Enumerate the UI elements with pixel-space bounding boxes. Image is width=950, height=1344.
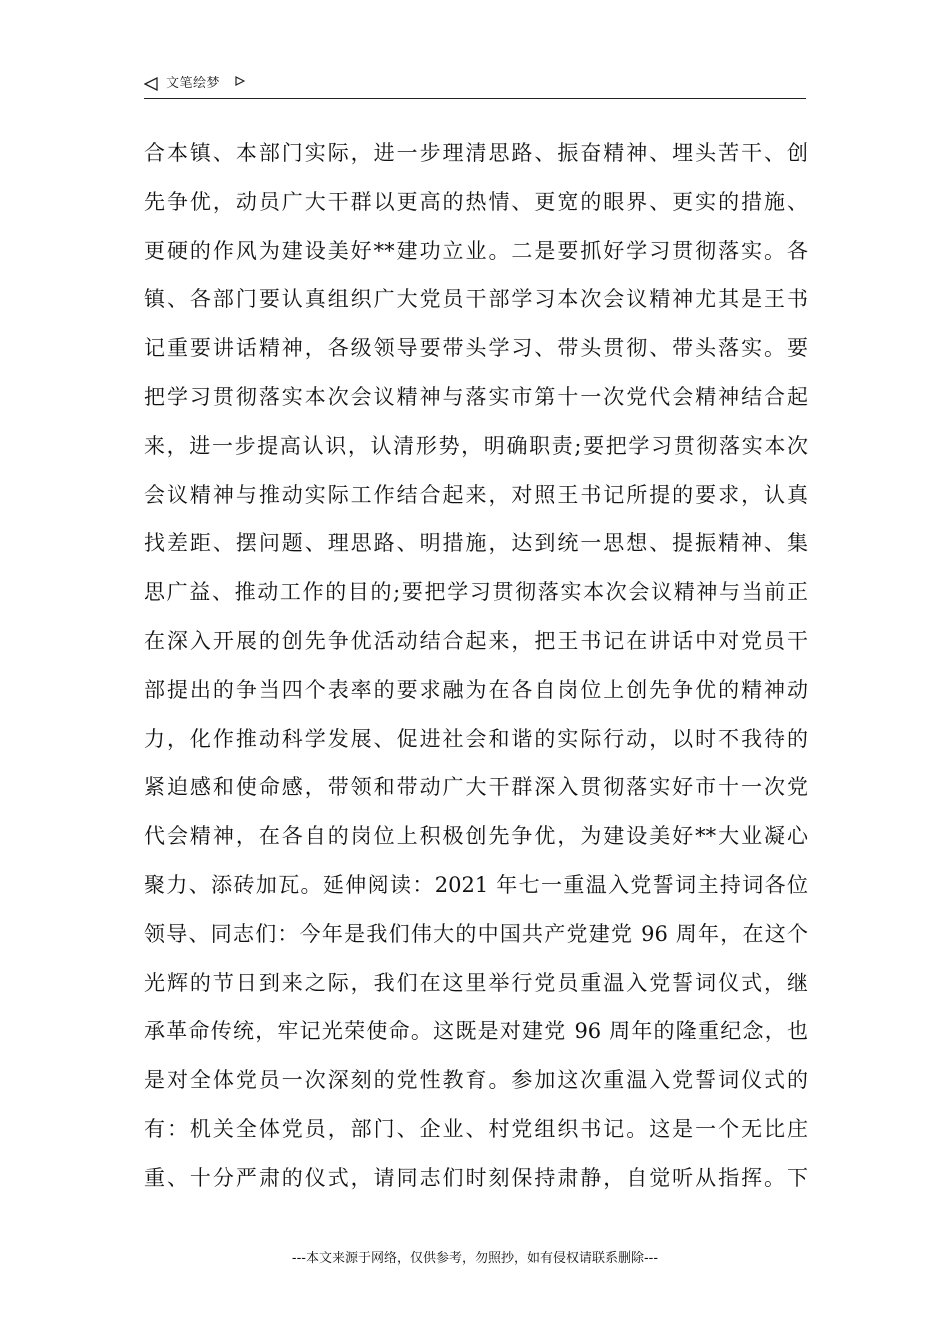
text-line: 重、十分严肃的仪式，请同志们时刻保持肃静，自觉听从指挥。下: [144, 1165, 808, 1190]
text-line: 先争优，动员广大干群以更高的热情、更宽的眼界、更实的措施、: [144, 189, 808, 214]
text-line: 记重要讲话精神，各级领导要带头学习、带头贯彻、带头落实。要: [144, 336, 808, 361]
triangle-right-outline-icon: [235, 76, 245, 86]
text-line: 找差距、摆问题、理思路、明措施，达到统一思想、提振精神、集: [144, 531, 808, 556]
body-text: [144, 134, 808, 1208]
text-line: 会议精神与推动实际工作结合起来，对照王书记所提的要求，认真: [144, 482, 808, 507]
text-line: 合本镇、本部门实际，进一步理清思路、振奋精神、埋头苦干、创: [144, 141, 808, 165]
text-line: 领导、同志们：今年是我们伟大的中国共产党建党 96 周年，在这个: [144, 921, 808, 946]
text-line: 更硬的作风为建设美好**建功立业。二是要抓好学习贯彻落实。各: [144, 238, 808, 263]
text-line: 力，化作推动科学发展、促进社会和谐的实际行动，以时不我待的: [144, 726, 808, 751]
text-line: 承革命传统，牢记光荣使命。这既是对建党 96 周年的隆重纪念，也: [144, 1019, 808, 1044]
text-line: 聚力、添砖加瓦。延伸阅读：2021 年七一重温入党誓词主持词各位: [144, 872, 808, 897]
text-line: 部提出的争当四个表率的要求融为在各自岗位上创先争优的精神动: [144, 677, 808, 702]
text-line: 思广益、推动工作的目的;要把学习贯彻落实本次会议精神与当前正: [144, 580, 808, 605]
page-header: [144, 72, 806, 99]
brand-label: 文笔绘梦: [166, 76, 221, 91]
text-line: 镇、各部门要认真组织广大党员干部学习本次会议精神尤其是王书: [144, 287, 808, 312]
text-line: 有：机关全体党员，部门、企业、村党组织书记。这是一个无比庄: [144, 1116, 808, 1141]
text-line: 是对全体党员一次深刻的党性教育。参加这次重温入党誓词仪式的: [144, 1068, 808, 1093]
text-line: 光辉的节日到来之际，我们在这里举行党员重温入党誓词仪式，继: [144, 970, 808, 995]
text-line: 代会精神，在各自的岗位上积极创先争优，为建设美好**大业凝心: [144, 824, 808, 849]
text-line: 来，进一步提高认识，认清形势，明确职责;要把学习贯彻落实本次: [144, 433, 808, 458]
triangle-left-outline-icon: [144, 77, 158, 91]
text-line: 在深入开展的创先争优活动结合起来，把王书记在讲话中对党员干: [144, 628, 808, 653]
footer-disclaimer: ---本文来源于网络，仅供参考，勿照抄，如有侵权请联系删除---: [291, 1251, 659, 1266]
text-line: 把学习贯彻落实本次会议精神与落实市第十一次党代会精神结合起: [144, 384, 808, 409]
text-line: 紧迫感和使命感，带领和带动广大干群深入贯彻落实好市十一次党: [144, 775, 808, 800]
